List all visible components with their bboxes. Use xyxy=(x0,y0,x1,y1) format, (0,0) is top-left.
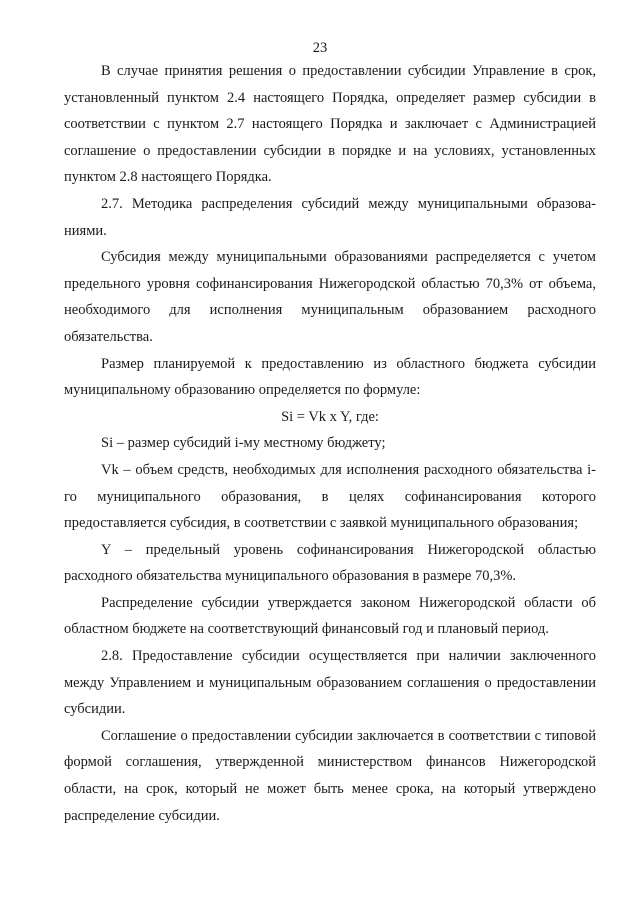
document-body xyxy=(64,58,596,829)
paragraph-section-2-8: 2.8. Предоставление субсидии осуществляется при наличии заключенного между Управлением и муниципальным образованием соглашения о предоставлении субсидии. xyxy=(64,648,596,718)
paragraph-si-definition: Si – размер субсидий i-му местному бюджету; xyxy=(101,435,386,452)
paragraph-vk-definition: Vk – объем средств, необходимых для исполнения расходного обязательства i-го муниципального образования, в целях софинансирования которого предоставляется субсидия, в соответствии с заявкой муниципального образования; xyxy=(64,461,596,532)
paragraph-y-definition: Y – предельный уровень софинансирования Нижегородской областью расходного обязательства муниципального образования в размере 70,3%. xyxy=(64,541,596,585)
paragraph-subsidy-decision: В случае принятия решения о предоставлении субсидии Управление в срок, установленный пунктом 2.4 настоящего Порядка, определяет размер субсидии в соответствии с пунктом 2.7 настоящего Порядка и заключает с Администрацией соглашение о предоставлении субсидии в порядке и на условиях, установленных пунктом 2.8 настоящего Порядка. xyxy=(64,63,596,186)
paragraph-subsidy-distribution: Субсидия между муниципальными образованиями распределяется с учетом предельного уровня софинансирования Нижегородской областью 70,3% от объема, необходимого для исполнения муниципальным образованием расходного обязательства. xyxy=(64,249,596,345)
paragraph-distribution-approval: Распределение субсидии утверждается законом Нижегородской области об областном бюджете на соответствующий финансовый год и плановый период. xyxy=(64,594,596,638)
paragraph-agreement: Соглашение о предоставлении субсидии заключается в соответствии с типовой формой соглашения, утвержденной министерством финансов Нижегородской области, на срок, который не может быть менее срока, на который утверждено распределение субсидии. xyxy=(64,727,596,824)
formula: Si = Vk x Y, где: xyxy=(281,408,379,425)
paragraph-formula-intro: Размер планируемой к предоставлению из областного бюджета субсидии муниципальному образованию определяется по формуле: xyxy=(64,355,596,399)
paragraph-section-2-7-heading: 2.7. Методика распределения субсидий между муниципальными образованиями. xyxy=(64,195,596,239)
page-number: 23 xyxy=(312,40,328,56)
